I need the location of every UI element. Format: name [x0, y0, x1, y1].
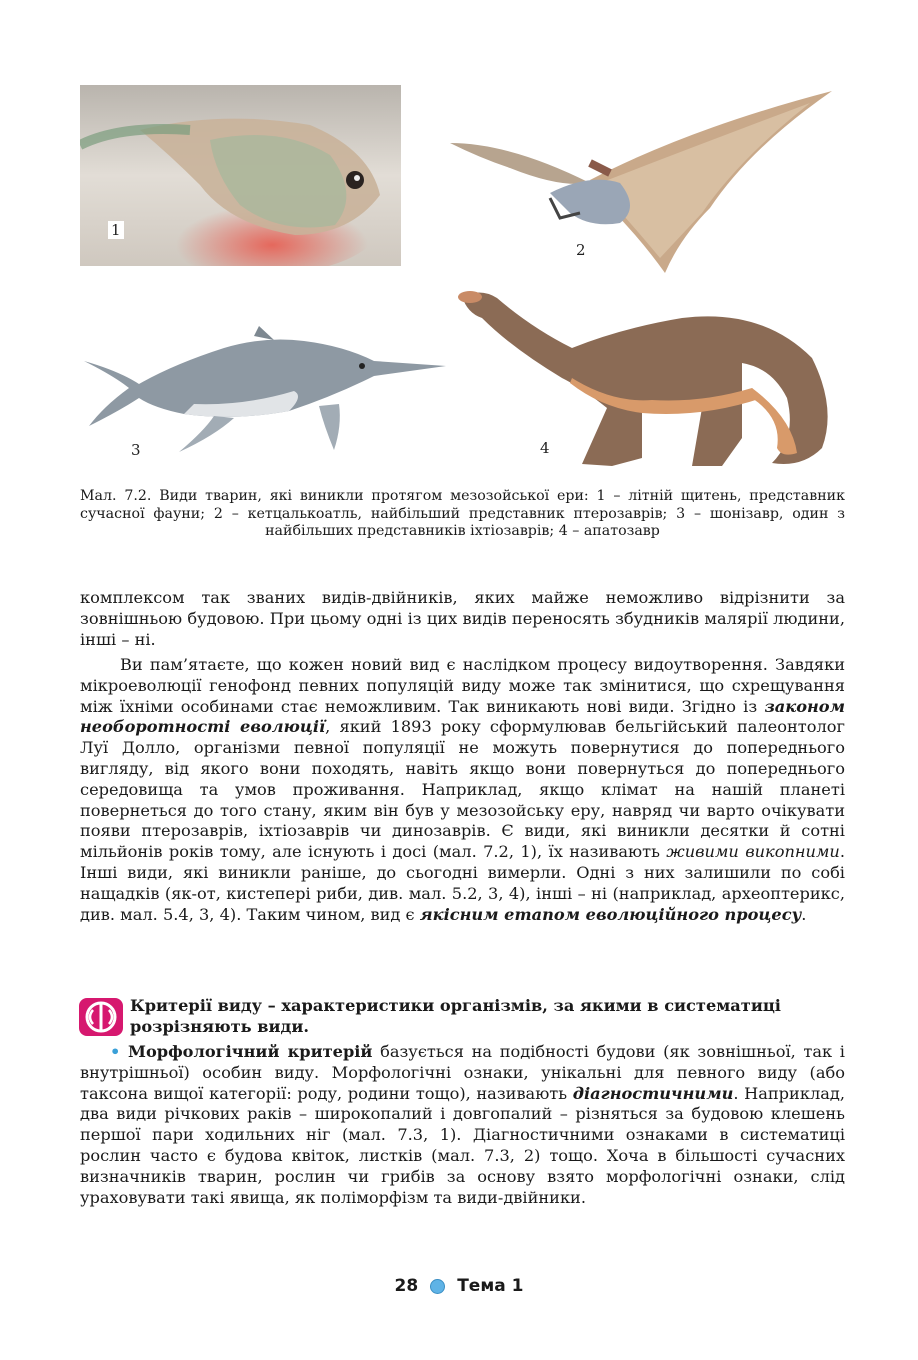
- paragraph-3: [80, 1042, 845, 1208]
- paragraph-2-text-3: . Інші види, які виникли раніше, до сьогодні вимерли. Одні з них залишили по собі нащадків (як-от, кистепері риби, див. мал. 5.2, 3, 4), інші – ні (наприклад, археоптерикс, див. мал. 5.4, 3, 4). Таким чином, вид є: [80, 842, 845, 924]
- term-qualitative-stage: якісним етапом еволюційного процесу: [419, 904, 802, 924]
- figure-label-3: 3: [131, 441, 141, 459]
- figure-label-1: 1: [108, 221, 124, 239]
- page-footer: [0, 1276, 918, 1296]
- figure-triops-photo: [80, 85, 401, 266]
- paragraph-2: [80, 655, 845, 925]
- page-number: 28: [394, 1276, 419, 1296]
- paragraph-2-text-4: .: [801, 904, 807, 924]
- figure-apatosaurus: [452, 288, 837, 470]
- term-law-irreversibility: законом необоротності еволюції: [80, 696, 845, 737]
- paragraph-2-text-1: Ви пам’ятаєте, що кожен новий вид є наслідком процесу видоутворення. Завдяки мікроеволюції генофонд певних популяцій виду може так змінитися, що схрещування між їхніми особинами стає неможливим. Так виникають нові види. Згідно із: [80, 655, 845, 716]
- figure-label-2: 2: [576, 241, 586, 259]
- figure-label-4: 4: [540, 439, 550, 457]
- footer-dot-icon: [430, 1279, 445, 1294]
- term-living-fossils: живими викопними: [666, 842, 840, 862]
- paragraph-2-text-2: , який 1893 року сформулював бельгійський палеонтолог Луї Долло, організми певної популяції не можуть повернутися до попереднього вигляду, від якого вони походять, навіть якщо вони повернуться до попереднього середовища та умов проживання. Наприклад, якщо клімат на нашій планеті повернеться до того стану, яким він був у мезозойську еру, навряд чи варто очікувати появи птерозаврів, іхтіозаврів чи динозаврів. Є види, які виникли десятки й сотні мільйонів років тому, але існують і досі (мал. 7.2, 1), їх називають: [80, 717, 845, 862]
- criteria-definition: Критерії виду – характеристики організмів, за якими в систематиці розрізняють види.: [130, 996, 781, 1036]
- figure-pterosaur: [440, 88, 840, 273]
- term-diagnostic: діагностичними: [572, 1083, 734, 1103]
- section-title: Тема 1: [457, 1276, 524, 1296]
- paragraph-1: комплексом так званих видів-двійників, яких майже неможливо відрізнити за зовнішньою будовою. При цьому одні із цих видів переносять збудників малярії людини, інші – ні.: [80, 588, 845, 649]
- figure-ichthyosaur: [84, 326, 446, 452]
- paragraph-3-text-2: . Наприклад, два види річкових раків – широкопалий і довгопалий – різняться за будовою клешень першої пари ходильних ніг (мал. 7.3, 1). Діагностичними ознаками в систематиці рослин часто є будова квіток, листків (мал. 7.3, 2) тощо. Хоча в більшості сучасних визначників тварин, рослин чи грибів за основу взято морфологічні ознаки, слід ураховувати такі явища, як поліморфізм та види-двійники.: [80, 1083, 845, 1207]
- figure-caption: Мал. 7.2. Види тварин, які виникли протягом мезозойської ери: 1 – літній щитень, представник сучасної фауни; 2 – кетцалькоатль, найбільший представник птерозаврів; 3 – шонізавр, один з найбільших представників іхтіозаврів; 4 – апатозавр: [80, 488, 845, 539]
- criteria-icon: [79, 998, 123, 1036]
- bullet-icon: •: [110, 1042, 121, 1061]
- paragraph-3-text-1: базується на подібності будови (як зовнішньої, так і внутрішньої) особин виду. Морфологічні ознаки, унікальні для певного виду (або таксона вищої категорії: роду, родини тощо), називають: [80, 1042, 845, 1103]
- term-morphological-criterion: Морфологічний критерій: [128, 1042, 373, 1061]
